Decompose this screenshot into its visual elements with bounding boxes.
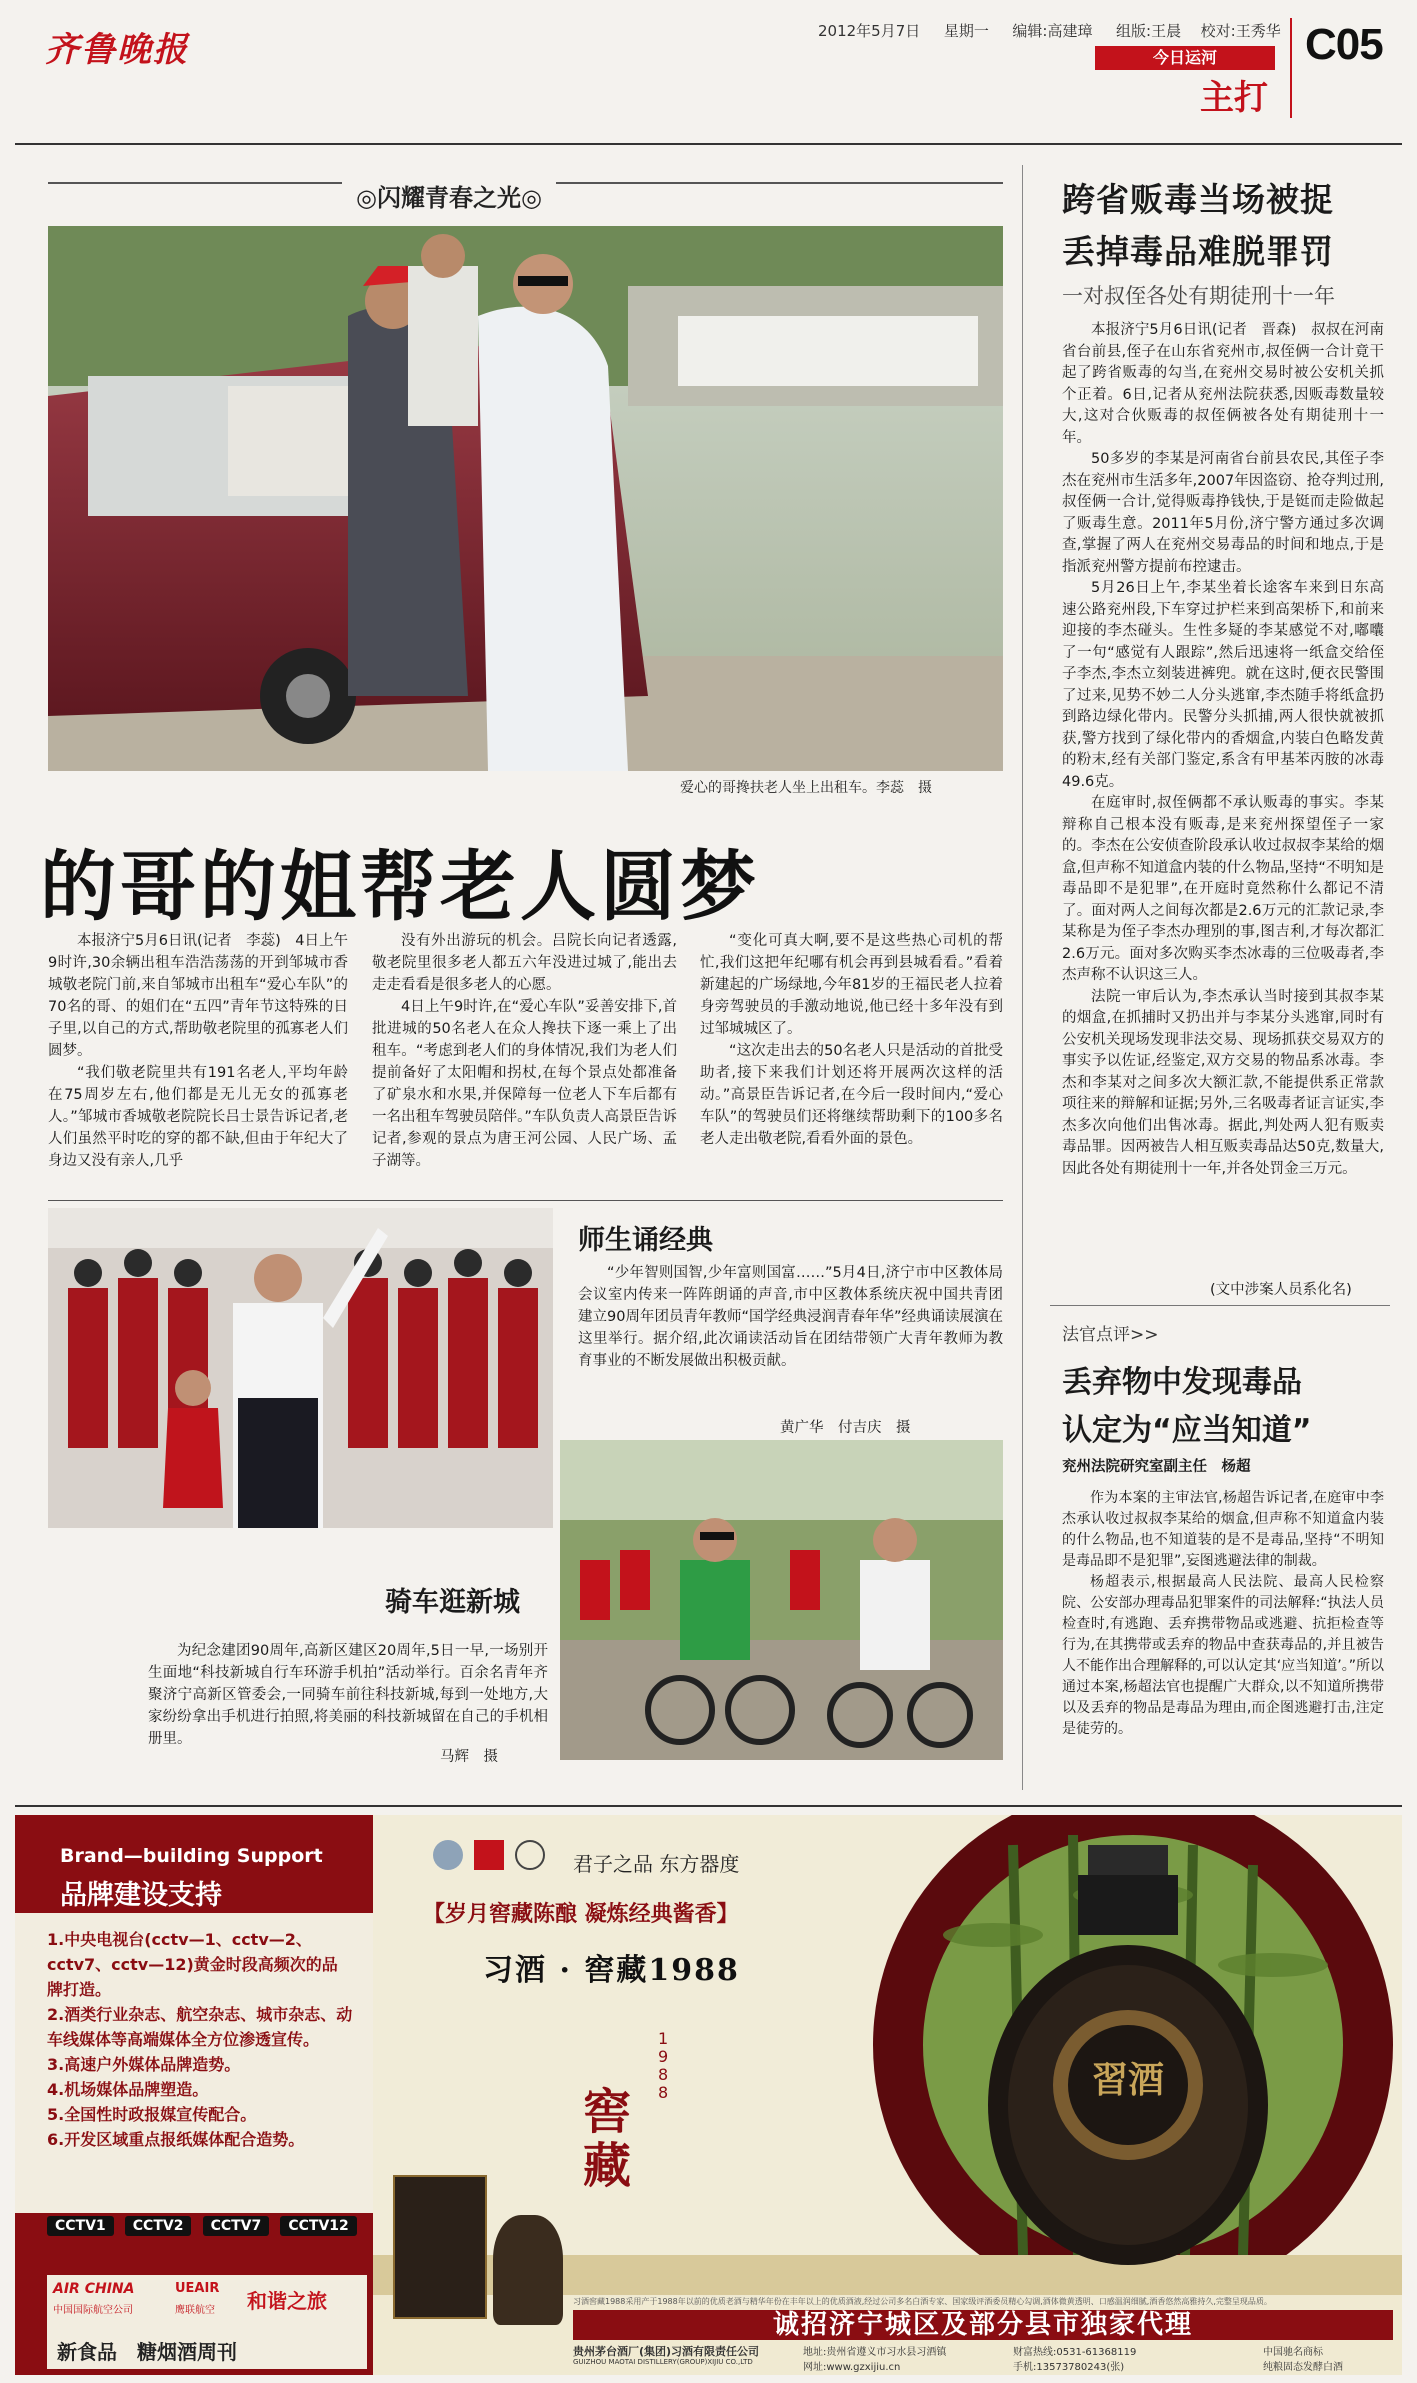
taxi-photo-caption: 爱心的哥搀扶老人坐上出租车。李蕊 摄 <box>680 780 932 796</box>
paragraph: 为纪念建团90周年,高新区建区20周年,5日一早,一场别开生面地“科技新城自行车环游手机拍”活动举行。百余名青年齐聚济宁高新区管委会,一同骑车前往科技新城,每到一处地方,大家纷纷拿出手机进行拍照,将美丽的科技新城留在自己的手机相册里。 <box>148 1643 548 1745</box>
main-headline: 的哥的姐帮老人圆梦 <box>40 842 760 931</box>
paragraph: 5月26日上午,李某坐着长途客车来到日东高速公路兖州段,下车穿过护栏来到高架桥下,和前来迎接的李杰碰头。生性多疑的李某感觉不对,嘟囔了一句“感觉有人跟踪”,然后迅速将一纸盒交给侄子李杰,李杰立刻装进裤兜。就在这时,便衣民警围了过来,见势不妙二人分头逃窜,李杰随手将纸盒扔到路边绿化带内。民警分头抓捕,两人很快就被抓获,警方找到了绿化带内的香烟盒,内装白色略发黄的粉末,经有关部门鉴定,系含有甲基苯丙胺的冰毒49.6克。 <box>1062 580 1384 790</box>
cctv-logo: CCTV7 <box>203 2216 270 2236</box>
cycling-credit: 马辉 摄 <box>440 1749 498 1765</box>
issue-info <box>818 20 1281 41</box>
fine-print: 习酒窖藏1988采用产于1988年以前的优质老酒与精华年份在丰年以上的优质酒液,经过公司多名白酒专家、国家级评酒委员精心勾调,酒体微黄透明、口感温润细腻,酒香悠然高雅持久,完整呈现品质。 <box>573 2297 1272 2306</box>
trademark: 中国驰名商标 <box>1263 2347 1323 2358</box>
cctv-logo: CCTV1 <box>47 2216 114 2236</box>
reading-title: 师生诵经典 <box>578 1225 713 1256</box>
paragraph: “我们敬老院里共有191名老人,平均年龄在75周岁左右,他们都是无儿无女的孤寡老人。”邹城市香城敬老院院长吕士景告诉记者,老人们虽然平时吃的穿的都不缺,但由于年纪大了身边又没有亲人,几乎 <box>48 1065 348 1169</box>
sidebar-body <box>1062 320 1384 1270</box>
ad-top-rule <box>15 1805 1402 1807</box>
reading-body <box>578 1262 1003 1412</box>
cycling-body <box>148 1640 548 1745</box>
mobile: 手机:13573780243(张) <box>1013 2362 1125 2373</box>
paragraph: 4日上午9时许,在“爱心车队”妥善安排下,首批进城的50名老人在众人搀扶下逐一乘上了出租车。“考虑到老人们的身体情况,我们为老人们提前备好了太阳帽和拐杖,在每个景点处都准备了矿泉水和水果,并保障每一位老人下车后都有一名出租车驾驶员陪伴。”车队负责人高景臣告诉记者,参观的景点为唐王河公园、人民广场、孟子湖等。 <box>372 999 677 1169</box>
magazine-name: 新食品 糖烟酒周刊 <box>47 2335 367 2369</box>
commentary-title-2: 认定为“应当知道” <box>1062 1413 1312 1448</box>
ad-brand-list <box>15 1913 373 2213</box>
ad-list-item: 1.中央电视台(cctv—1、cctv—2、cctv7、cctv—12)黄金时段高频次的品牌打造。 <box>47 1930 338 1999</box>
ad-list-item: 3.高速户外媒体品牌造势。 <box>47 2055 241 2074</box>
product-name: 习酒 · 窖藏1988 <box>483 1953 740 1988</box>
masthead <box>0 0 1417 150</box>
reading-credit: 黄广华 付吉庆 摄 <box>780 1420 911 1436</box>
section-sub-tag: 今日运河 <box>1095 46 1275 70</box>
bottle-vertical-text: 窖藏 <box>583 2084 632 2194</box>
commentary-byline: 兖州法院研究室副主任 杨超 <box>1062 1459 1251 1475</box>
company-en: GUIZHOU MAOTAI DISTILLERY(GROUP)XIJIU CO.,LTD <box>573 2358 753 2366</box>
trademark-2: 纯粮固态发酵白酒 <box>1263 2362 1343 2373</box>
commentary-title-1: 丢弃物中发现毒品 <box>1062 1365 1302 1400</box>
slogan-red: 【岁月窖藏陈酿 凝炼经典酱香】 <box>423 1901 739 1927</box>
top-rule <box>15 143 1402 145</box>
bottle-label: 習酒 <box>1091 2059 1164 2101</box>
paragraph: 本报济宁5月6日讯(记者 李蕊) 4日上午9时许,30余辆出租车浩浩荡荡的开到邹城市香城敬老院门前,来自邹城市出租车“爱心车队”的70名的哥、的姐们在“五四”青年节这特殊的日子里,以自己的方式,帮助敬老院里的孤寡老人们圆梦。 <box>48 933 348 1059</box>
ad-list-item: 5.全国性时政报媒宣传配合。 <box>47 2105 257 2124</box>
issue-date: 2012年5月7日 <box>818 22 921 40</box>
air-china-logo: AIR CHINA <box>53 2281 135 2297</box>
ad-product-area <box>373 1815 1402 2375</box>
issue-designer: 组版:王晨 <box>1116 22 1182 40</box>
paragraph: 作为本案的主审法官,杨超告诉记者,在庭审中李杰承认收过叔叔李某给的烟盒,但声称不知道盒内装的什么物品,也不知道装的是不是毒品,坚持“不明知是毒品即不是犯罪”,妄图逃避法律的制裁。 <box>1062 1490 1384 1569</box>
hotline: 财富热线:0531-61368119 <box>1013 2347 1137 2358</box>
globe-icon <box>433 1840 463 1870</box>
ad-brand-cn: 品牌建设支持 <box>60 1880 222 1911</box>
main-story-col2 <box>372 930 677 1194</box>
section-rule <box>48 1200 1003 1201</box>
page-code: C05 <box>1305 20 1383 69</box>
gift-box <box>393 2175 487 2319</box>
paragraph: 50多岁的李某是河南省台前县农民,其侄子李杰在兖州市生活多年,2007年因盗窃、抢夺判过刑,叔侄俩一合计,觉得贩毒挣钱快,于是铤而走险做起了贩毒生意。2011年5月份,济宁警方通过多次调查,掌握了两人在兖州交易毒品的时间和地点,于是指派兖州警方提前布控逮击。 <box>1062 451 1384 575</box>
paragraph: 没有外出游玩的机会。吕院长向记者透露,敬老院里很多老人都五六年没进过城了,能出去走走看看是很多老人的心愿。 <box>372 933 677 993</box>
bottle-year-text: 1988 <box>658 2029 669 2102</box>
air-china-cn: 中国国际航空公司 <box>53 2305 133 2316</box>
ad-list-item: 2.酒类行业杂志、航空杂志、城市杂志、动车线媒体等高端媒体全方位渗透宣传。 <box>47 2005 353 2049</box>
airline-logos <box>47 2275 367 2335</box>
bottle-image <box>978 1845 1278 2265</box>
commentary-kicker: 法官点评>> <box>1062 1325 1159 1345</box>
ad-list-item: 4.机场媒体品牌塑造。 <box>47 2080 209 2099</box>
paragraph: 在庭审时,叔侄俩都不承认贩毒的事实。李某辩称自己根本没有贩毒,是来兖州探望侄子一家的。李杰在公安侦查阶段承认收过叔叔李某给的烟盒,但声称不知道盒内装的什么物品,坚持“不明知是毒品即不是犯罪”,在开庭时竟然称什么都记不清了。面对两人之间每次都是2.6万元的汇款记录,李某称是为侄子李杰办理别的事,图吉利,才每次都汇2.6万元。面对多次购买李杰冰毒的三位吸毒者,李杰声称不认识这三人。 <box>1062 795 1384 983</box>
harmony-trip: 和谐之旅 <box>247 2289 327 2313</box>
page-divider-line <box>1290 18 1292 118</box>
ad-brand-panel <box>15 1815 373 2375</box>
seal-icon <box>515 1840 545 1870</box>
ad-list-item: 6.开发区域重点报纸媒体配合造势。 <box>47 2130 305 2149</box>
partner-logos <box>433 1840 553 1876</box>
commentary-rule <box>1050 1305 1390 1306</box>
cycling-title: 骑车逛新城 <box>385 1587 520 1618</box>
reading-photo <box>48 1208 553 1528</box>
taxi-photo <box>48 226 1003 771</box>
paragraph: 杨超表示,根据最高人民法院、最高人民检察院、公安部办理毒品犯罪案件的司法解释:“执法人员检查时,有逃跑、丢弃携带物品或逃避、抗拒检查等行为,在其携带或丢弃的物品中查获毒品的,并且被告人不能作出合理解释的,可以认定其‘应当知道’。”所以通过本案,杨超法官也提醒广大群众,以不知道所携带以及丢弃的物品是毒品为理由,而企图逃避打击,注定是徒劳的。 <box>1062 1574 1384 1737</box>
cctv-logo: CCTV2 <box>125 2216 192 2236</box>
sidebar-note: (文中涉案人员系化名) <box>1210 1282 1352 1298</box>
paragraph: “少年智则国智,少年富则国富……”5月4日,济宁市中区教体局会议室内传来一阵阵朗诵的声音,市中区教体系统庆祝中国共青团建立90周年团员青年教师“国学经典浸润青春年华”经典诵读展演在这里举行。据介绍,此次诵读活动旨在团结带领广大青年教师为教育事业的不断发展做出积极贡献。 <box>578 1265 1003 1369</box>
paper-name: 齐鲁晚报 <box>45 30 189 70</box>
company-website: 网址:www.gzxijiu.cn <box>803 2362 901 2373</box>
issue-editor: 编辑:高建璋 <box>1012 22 1093 40</box>
ad-block <box>15 1815 1402 2375</box>
sidebar-subtitle: 一对叔侄各处有期徒刑十一年 <box>1062 284 1335 308</box>
company-info <box>573 2343 1393 2373</box>
recruit-text: 诚招济宁城区及部分县市独家代理 <box>772 2310 1193 2340</box>
cctv-logos <box>47 2215 367 2275</box>
cctv-logo: CCTV12 <box>280 2216 356 2236</box>
banner-title: ◎闪耀青春之光◎ <box>342 178 556 213</box>
paragraph: “变化可真大啊,要不是这些热心司机的帮忙,我们这把年纪哪有机会再到县城看看。”看着新建起的广场绿地,今年81岁的王福民老人拉着身旁驾驶员的手激动地说,他已经十多年没有到过邹城城区了。 <box>700 933 1003 1037</box>
company-name: 贵州茅台酒厂(集团)习酒有限责任公司 <box>573 2345 760 2358</box>
main-story-col1 <box>48 930 348 1194</box>
company-address: 地址:贵州省遵义市习水县习酒镇 <box>803 2347 947 2358</box>
issue-weekday: 星期一 <box>943 22 989 40</box>
flag-icon <box>474 1840 504 1870</box>
ueair-logo: UEAIR <box>175 2281 220 2296</box>
section-main: 主打 <box>1200 78 1268 118</box>
column-rule <box>1022 165 1023 1790</box>
ad-brand-en: Brand—building Support <box>60 1845 323 1867</box>
ueair-cn: 鹰联航空 <box>175 2305 215 2316</box>
sidebar-title-1: 跨省贩毒当场被捉 <box>1062 180 1334 219</box>
paragraph: 法院一审后认为,李杰承认当时接到其叔李某的烟盒,在抓捕时又扔出并与李某分头逃窜,同时有公安机关现场发现非法交易、现场抓获交易双方的事实予以佐证,经鉴定,双方交易的物品系冰毒。李杰和李某对之间多次大额汇款,不能提供系正常款项往来的辩解和证据;另外,三名吸毒者证言证实,李杰多次向他们出售冰毒。据此,判处两人犯有贩卖毒品罪。因两被告人相互贩卖毒品达50克,数量大,因此各处有期徒刑十一年,并各处罚金三万元。 <box>1062 988 1384 1177</box>
small-bottle <box>493 2215 563 2325</box>
paragraph: “这次走出去的50名老人只是活动的首批受助者,接下来我们计划还将开展两次这样的活动。”高景臣告诉记者,在今后一段时间内,“爱心车队”的驾驶员们还将继续帮助剩下的100多名老人走出敬老院,看看外面的景色。 <box>700 1043 1003 1147</box>
main-story-col3 <box>700 930 1003 1194</box>
recruit-bar <box>573 2310 1393 2340</box>
cycling-photo <box>560 1440 1003 1760</box>
slogan-top: 君子之品 东方器度 <box>573 1852 740 1876</box>
issue-proofreader: 校对:王秀华 <box>1200 22 1281 40</box>
paragraph: 本报济宁5月6日讯(记者 晋森) 叔叔在河南省台前县,侄子在山东省兖州市,叔侄俩一合计竟干起了跨省贩毒的勾当,在兖州交易时被公安机关抓个正着。6日,记者从兖州法院获悉,因贩毒数量较大,这对合伙贩毒的叔侄俩被各处有期徒刑十一年。 <box>1062 322 1384 446</box>
commentary-body <box>1062 1488 1384 1778</box>
sidebar-title-2: 丢掉毒品难脱罪罚 <box>1062 232 1334 271</box>
